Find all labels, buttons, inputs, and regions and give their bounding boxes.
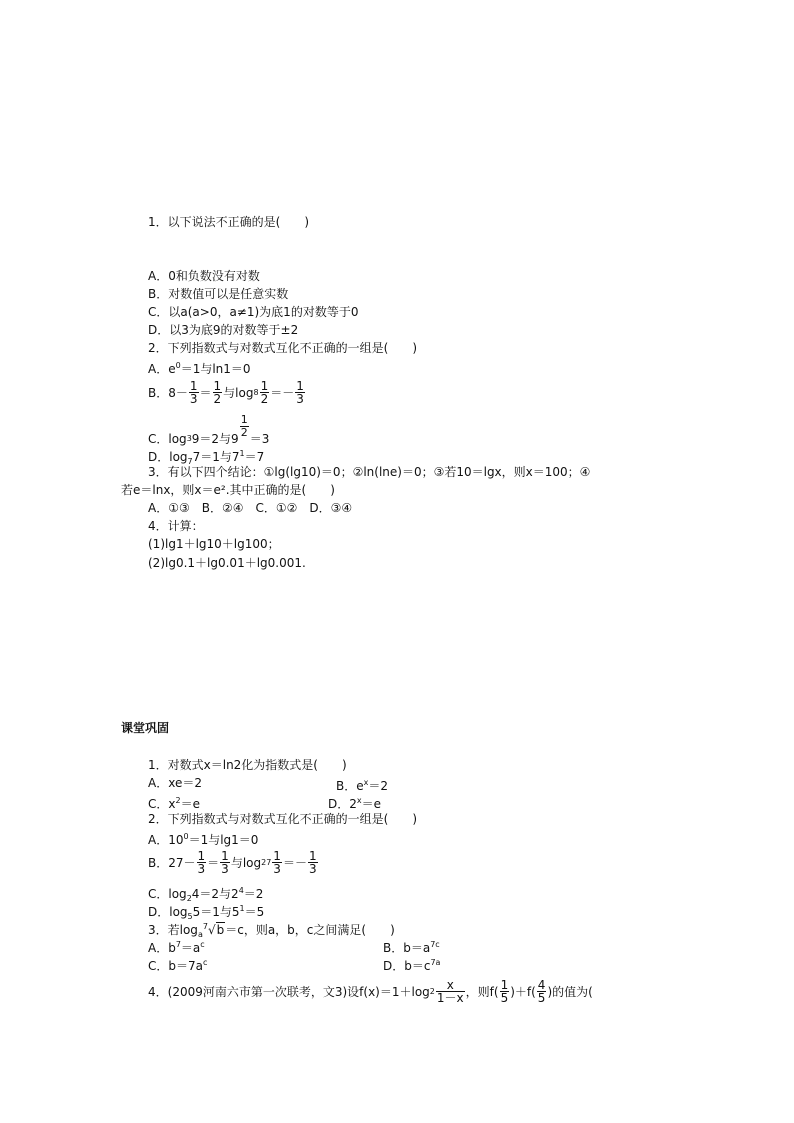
s2-q3-option-d <box>383 955 440 974</box>
section-heading: 课堂巩固 <box>121 721 170 735</box>
s2q1d-sup: x <box>356 796 362 805</box>
s2q3c-text: C．b＝7a <box>148 959 203 973</box>
seventh-root-symbol: $^7$√b <box>202 922 225 937</box>
s2-q3-option-c <box>148 955 207 974</box>
s2q2c-sup: 4 <box>238 886 244 895</box>
s2q2c-sub: 2 <box>186 894 192 903</box>
q2d-mid: 7＝1与7 <box>192 450 240 464</box>
q2d-rest: ＝7 <box>244 450 265 464</box>
s2-q2-option-b <box>148 848 319 877</box>
s2q2a-rest: ＝1与lg1＝0 <box>188 833 259 847</box>
q1-option-d: D．以3为底9的对数等于±2 <box>148 323 299 337</box>
s2q2b-prefix: B．27－ <box>148 855 196 870</box>
s2q2d-sup: 1 <box>239 904 245 913</box>
s2q3-rest: ＝c，则a，b，c之间满足( ) <box>225 923 395 937</box>
s2q2b-sub: 27 <box>261 857 272 867</box>
q2d-sup: 1 <box>239 449 245 458</box>
q2b-f2d: 2 <box>213 392 222 406</box>
s2q2b-f4d: 3 <box>308 862 317 876</box>
s2q3a-sup2: c <box>200 940 205 949</box>
s2q1d-rest: ＝e <box>361 797 382 811</box>
s2q2c-prefix: C．log <box>148 887 187 901</box>
s2q4-f1d: 5 <box>500 991 509 1005</box>
s2q4-f2d: 5 <box>537 991 546 1005</box>
s2q2b-eq2: ＝－ <box>282 855 307 870</box>
q2c-frac <box>240 414 249 439</box>
s2-q1-option-c <box>148 793 200 812</box>
s2q4-mid2: )＋f( <box>510 984 536 999</box>
s2q4-sub: 2 <box>429 986 435 996</box>
q2-option-b <box>148 378 306 407</box>
q2b-f2n: 1 <box>213 379 222 393</box>
q2b-f3n: 1 <box>260 379 269 393</box>
s2q1b-sup: x <box>363 778 369 787</box>
s2q1b-prefix: B．e <box>336 779 364 793</box>
q2d-sub: 7 <box>187 457 193 466</box>
s2q1c-prefix: C．x <box>148 797 176 811</box>
q1-option-c: C．以a(a>0，a≠1)为底1的对数等于0 <box>148 305 359 319</box>
s2-q2-stem: 2．下列指数式与对数式互化不正确的一组是( ) <box>148 812 417 826</box>
q2c-sub: 3 <box>186 433 192 443</box>
q3-line1: 3．有以下四个结论：①lg(lg10)＝0；②ln(lne)＝0；③若10＝lgx，则x＝100；④ <box>148 465 591 479</box>
q1-option-a: A．0和负数没有对数 <box>148 269 260 283</box>
q2c-rest: ＝3 <box>249 431 270 446</box>
s2q2d-rest: ＝5 <box>244 905 265 919</box>
s2q2b-f1n: 1 <box>197 849 206 863</box>
s2-q1-option-d <box>328 793 381 812</box>
s2q2c-rest: ＝2 <box>243 887 264 901</box>
s2q3-sub: a <box>197 930 203 939</box>
s2q2c-mid: 4＝2与2 <box>191 887 239 901</box>
s2-q4-stem <box>148 976 593 1007</box>
s2q2b-frac3 <box>272 850 282 875</box>
s2q4-mid: ，则f( <box>465 984 499 999</box>
s2q2b-f3d: 3 <box>273 862 281 876</box>
s2q2b-frac1 <box>197 850 207 875</box>
q1-option-b: B．对数值可以是任意实数 <box>148 287 289 301</box>
q2b-f4n: 1 <box>296 379 304 393</box>
q1-stem: 1．以下说法不正确的是( ) <box>148 215 309 229</box>
s2-q3-option-b <box>383 937 440 956</box>
s2q2b-f4n: 1 <box>308 849 317 863</box>
s2q2a-prefix: A．10 <box>148 833 184 847</box>
q2b-eq2: ＝－ <box>270 385 295 400</box>
q2b-sub: 8 <box>253 387 259 397</box>
s2q3b-prefix: B．b＝a <box>383 941 431 955</box>
s2q1b-rest: ＝2 <box>368 779 388 793</box>
q2a-rest: ＝1与ln1＝0 <box>180 362 251 376</box>
s2q1c-sup: 2 <box>175 796 181 805</box>
s2q3d-prefix: D．b＝c <box>383 959 431 973</box>
q2c-prefix: C．log <box>148 431 187 446</box>
s2q2b-frac2 <box>220 850 230 875</box>
q2b-prefix: B．8－ <box>148 385 188 400</box>
s2q3d-sup: 7a <box>430 958 441 967</box>
q2a-sup: 0 <box>175 361 181 370</box>
q2b-frac2 <box>213 380 223 405</box>
s2q4-frac1 <box>500 979 510 1004</box>
q2b-mid: 与log <box>223 385 254 400</box>
s2q3c-sup: c <box>203 958 208 967</box>
q2-stem: 2．下列指数式与对数式互化不正确的一组是( ) <box>148 341 417 355</box>
s2q2b-f2n: 1 <box>221 849 229 863</box>
s2-q3-option-a <box>148 937 205 956</box>
q4-part1: (1)lg1＋lg10＋lg100； <box>148 537 280 551</box>
s2q2d-prefix: D．log <box>148 905 188 919</box>
s2q3-root-index: 7 <box>202 922 208 931</box>
s2q3a-mid: ＝a <box>180 941 201 955</box>
s2q3-radicand: b <box>216 923 225 937</box>
s2q2b-frac4 <box>308 850 318 875</box>
q2b-f3d: 2 <box>260 392 269 406</box>
s2-q2-option-a <box>148 829 258 848</box>
s2q2a-sup: 0 <box>183 832 189 841</box>
q4-stem: 4．计算： <box>148 519 204 533</box>
q3-options: A．①③ B．②④ C．①② D．③④ <box>148 501 353 515</box>
s2q4-fx-d: 1－x <box>436 991 464 1005</box>
s2q3a-prefix: A．b <box>148 941 176 955</box>
s2q3-prefix: 3．若log <box>148 923 198 937</box>
s2q2b-f3n: 1 <box>273 849 281 863</box>
s2q4-fx-n: x <box>436 979 465 992</box>
q3-line2: 若e＝lnx，则x＝e².其中正确的是( ) <box>121 483 335 497</box>
q2b-frac1 <box>189 380 199 405</box>
s2q4-f1n: 1 <box>500 978 509 992</box>
s2q1c-rest: ＝e <box>180 797 200 811</box>
s2-q1-option-a: A．xe＝2 <box>148 776 202 790</box>
q2d-prefix: D．log <box>148 450 188 464</box>
q2c-fd: 2 <box>240 426 248 439</box>
q2c-mid: 9＝2与9 <box>191 431 239 446</box>
s2q2b-mid: 与log <box>230 855 262 870</box>
q4-part2: (2)lg0.1＋lg0.01＋lg0.001. <box>148 556 306 570</box>
s2q4-f2n: 4 <box>537 978 546 992</box>
q2-option-a <box>148 358 251 377</box>
q2b-f4d: 3 <box>296 392 304 406</box>
s2-q1-stem: 1．对数式x＝ln2化为指数式是( ) <box>148 758 347 772</box>
s2q4-prefix: 4．(2009河南六市第一次联考，文3)设f(x)＝1＋log <box>148 984 430 999</box>
s2q4-rest: )的值为( <box>547 984 593 999</box>
s2q3b-sup: 7c <box>430 940 440 949</box>
s2q4-frac2 <box>537 979 547 1004</box>
s2q3a-sup: 7 <box>175 940 181 949</box>
q2b-f1n: 1 <box>189 379 198 393</box>
q2b-eq: ＝ <box>199 385 212 400</box>
q2b-frac3 <box>260 380 270 405</box>
s2q1d-prefix: D．2 <box>328 797 357 811</box>
s2q2d-mid: 5＝1与5 <box>192 905 240 919</box>
s2q2b-f2d: 3 <box>221 862 229 876</box>
q2b-f1d: 3 <box>189 392 198 406</box>
q2b-frac4 <box>295 380 305 405</box>
s2q4-frac-x <box>436 979 465 1004</box>
s2q2b-eq: ＝ <box>207 855 220 870</box>
s2-q1-option-b <box>336 775 388 794</box>
q2c-fn: 1 <box>240 413 248 426</box>
s2q2b-f1d: 3 <box>197 862 206 876</box>
s2q2d-sub: 5 <box>187 912 193 921</box>
q2a-prefix: A．e <box>148 362 176 376</box>
